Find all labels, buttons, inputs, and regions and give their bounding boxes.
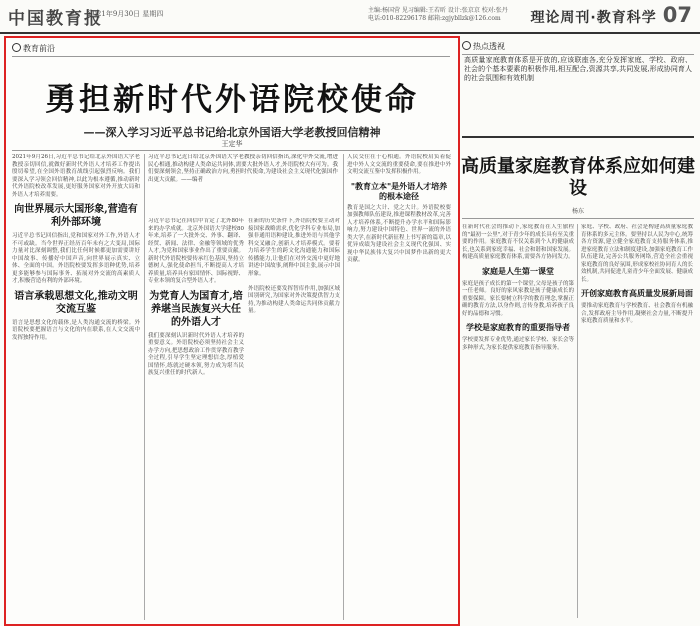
editor-info: 主编:杨国营 见习编辑:王若昕 设计:张京京 校对:张丹 电话:010-82296178 邮箱:zgjybllzk@126.com: [368, 7, 508, 22]
side-article: [458, 36, 698, 622]
section-subheading: 家庭是人生第一课堂: [482, 265, 554, 276]
editor-note: 习近平总书记近日给北京外国语大学老教授亲切回信指出,深化中外交流,增进民心相通,推动构建人类命运共同体,需要大批外语人才,外语院校大有可为。我们要深刻领会,坚持正确政治方向,勇担时代使命,为建设社会主义现代化强国作出更大贡献。——编者: [148, 154, 338, 183]
section-subheading: 向世界展示大国形象,营造有利外部环境: [14, 204, 138, 228]
lead-article: [4, 36, 460, 626]
page-number: 07: [662, 3, 692, 27]
article-column-2: 家庭、学校、政府、社会是构建高质量家庭教育体系的多元主体。要坚持以人民为中心,统筹各方资源,建立健全家庭教育支持服务体系,推进家庭教育立法和制度建设,加强家庭教育工作队伍建设,完善公共服务网络,营造全社会重视家庭教育的良好氛围,形成家校社协同育人的长效机制,共同促进儿童青少年全面发展、健康成长。 开创家庭教育高质量发展新局面 要推动家庭教育与学校教育、社会教育有机融合,发挥政府主导作用,凝聚社会力量,不断提升家庭教育质量和水平。: [581, 224, 693, 324]
divider: [462, 54, 694, 55]
section-header: [530, 3, 692, 27]
circle-bullet-icon: [12, 43, 21, 52]
article-column-3: 在新的历史条件下,外语院校要主动对接国家战略需求,优化学科专业布局,加强非通用语种建设,推进外语与其他学科交叉融合,创新人才培养模式。要着力培养学生的跨文化沟通能力和国际传播能力,让他们在对外交流中更好地讲述中国故事,阐释中国主张,展示中国形象。 外语院校还要发挥智库作用,加强区域国别研究,为国家对外决策提供智力支持,为推动构建人类命运共同体贡献力量。: [248, 218, 340, 314]
section-tag: 教育前沿: [12, 43, 55, 54]
divider: [462, 136, 694, 138]
article-column-1: 在新时代社会的推动下,家庭教育在人生旅程的"最初一公里",对于青少年的成长具有至关重要的作用。家庭教育不仅关系到个人的健康成长,也关系到家庭幸福、社会和谐和国家发展。构建高质量家庭教育体系,需要各方协同发力。 家庭是人生第一课堂 家庭是孩子成长的第一个课堂,父母是孩子的第一任老师。良好的家风家教是孩子健康成长的重要保障。家长要树立科学的教育理念,掌握正确的教育方法,以身作则,言传身教,培养孩子良好的品德和习惯。 学校是家庭教育的重要指导者 学校要发挥专业优势,通过家长学校、家长会等多种形式,为家长提供家庭教育指导服务。: [462, 224, 574, 351]
article-column-2: 习近平总书记在回信中肯定了北外80年来的办学成就。北京外国语大学建校80年来,培养了一大批外交、外事、翻译、经贸、新闻、法律、金融等领域的优秀人才,为党和国家事业作出了重要贡献。新时代外语院校要传承红色基因,坚持立德树人,强化使命担当,不断提高人才培养质量,培养具有家国情怀、国际视野、专业本领的复合型外语人才。 为党育人为国育才,培养堪当民族复兴大任的外语人才 我们要深刻认识新时代外语人才培养的重要意义。外语院校必须坚持社会主义办学方向,把思想政治工作贯穿教育教学全过程,引导学生坚定理想信念,厚植爱国情怀,练就过硬本领,努力成为堪当民族复兴重任的时代新人。: [148, 218, 244, 376]
article-byline: 王定华: [221, 140, 243, 148]
article-lead: 高质量家庭教育体系是开放的,应该联座各,充分发挥家庭、学校、政府、社会的个基本要素的积极作用,相互配合,资源共享,共同发展,形成协同育人的社会氛围和有效机制: [464, 56, 692, 82]
column-divider: [577, 224, 578, 618]
section-subheading: 语言承载思想文化,推动文明交流互鉴: [14, 290, 138, 315]
article-column-4: 人民交往在于心相通。外语院校肩负着促进中外人文交流的重要使命,要在推进中外文明交流互鉴中发挥积极作用。 "教育立本"是外语人才培养的根本途径 教育是国之大计、党之大计。外语院校要加强教师队伍建设,推进课程教材改革,完善人才培养体系,不断提升办学水平和国际影响力,努力建设中国特色、世界一流的外语类大学,在新时代新征程上书写新的篇章,以优异成绩为建设社会主义现代化强国、实现中华民族伟大复兴中国梦作出新的更大贡献。: [347, 154, 451, 263]
section-tag: 热点透视: [462, 41, 505, 52]
article-headline: 勇担新时代外语院校使命: [45, 82, 419, 118]
newspaper-name: 中国教育报: [8, 9, 103, 29]
section-subheading: 学校是家庭教育的重要指导者: [466, 322, 570, 332]
issue-date: 2021年9月30日 星期四: [88, 10, 164, 18]
section-subheading: "教育立本"是外语人才培养的根本途径: [350, 180, 448, 201]
section-subheading: 为党育人为国育才,培养堪当民族复兴大任的外语人才: [149, 290, 243, 328]
divider: [462, 218, 694, 219]
article-byline: 杨东: [571, 208, 584, 215]
article-subhead: ——深入学习习近平总书记给北京外国语大学老教授回信精神: [83, 126, 381, 139]
divider: [12, 150, 450, 151]
circle-bullet-icon: [462, 41, 471, 50]
section-subheading: 开创家庭教育高质量发展新局面: [581, 288, 693, 298]
masthead: [0, 0, 700, 34]
column-divider: [343, 154, 344, 620]
section-title: 理论周刊·教育科学: [530, 10, 657, 26]
article-headline: 高质量家庭教育体系应如何建设: [461, 156, 695, 199]
divider: [12, 56, 450, 57]
column-divider: [144, 154, 145, 620]
article-column-1: 2021年9月26日,习近平总书记给北京外国语大学老教授亲切回信,就做好新时代外语人才培养工作提出殷切希望,在全国外语教育战线引起强烈反响。我们要深入学习领会回信精神,以此为根本遵循,推动新时代外语院校改革发展,更好服务国家对外开放大局和外语人才培养需要。 向世界展示大国形象,营造有利外部环境 习近平总书记回信指出,党和国家对外工作,外语人才不可或缺。当今世界正经历百年未有之大变局,国际力量对比深刻调整,我们比任何时候都更加需要讲好中国故事、传播好中国声音,向世界展示真实、立体、全面的中国。外语院校要发挥多语种优势,培养更多能够参与国际事务、拓展对外交流的高素质人才,积极营造有利的外部环境。 语言承载思想文化,推动文明交流互鉴 语言是思想文化的载体,是人类沟通交流的桥梁。外语院校要把握语言与文化的内在联系,在人文交流中发挥独特作用。: [12, 154, 140, 341]
